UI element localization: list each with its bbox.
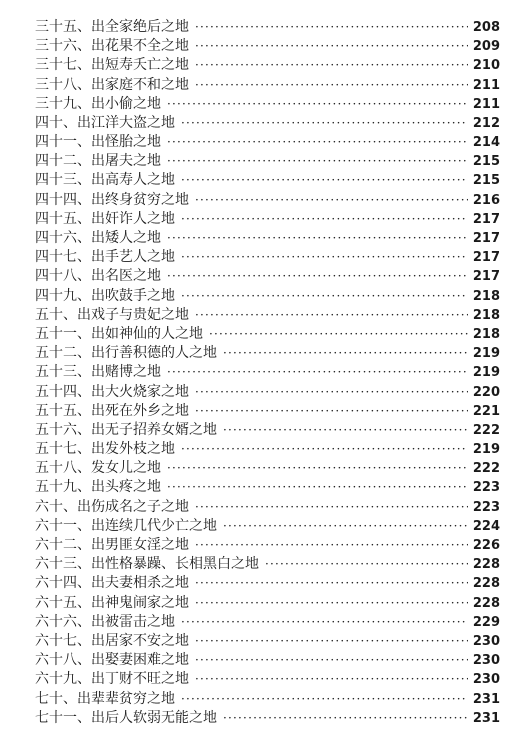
toc-entry-page: 219 [472, 442, 500, 458]
toc-entry-page: 217 [472, 231, 500, 247]
dot-leader [167, 133, 468, 152]
toc-entry-title: 五十一、出如神仙的人之地 [35, 325, 203, 342]
toc-entry-title: 三十五、出全家绝后之地 [35, 18, 189, 35]
toc-entry-title: 三十九、出小偷之地 [35, 95, 161, 112]
toc-entry-title: 五十、出戏子与贵妃之地 [35, 306, 189, 323]
toc-entry[interactable] [35, 229, 500, 248]
toc-entry[interactable] [35, 172, 500, 191]
dot-leader [181, 248, 468, 267]
toc-entry-page: 222 [472, 461, 500, 477]
toc-entry[interactable] [35, 363, 500, 382]
dot-leader [195, 37, 468, 56]
dot-leader [195, 191, 468, 210]
toc-entry-title: 五十七、出发外枝之地 [35, 441, 175, 458]
toc-entry-title: 六十八、出娶妻困难之地 [35, 652, 189, 669]
toc-entry[interactable] [35, 306, 500, 325]
toc-entry-title: 四十九、出吹鼓手之地 [35, 287, 175, 304]
toc-entry-page: 216 [472, 192, 500, 208]
toc-entry[interactable] [35, 344, 500, 363]
toc-entry[interactable] [35, 498, 500, 517]
toc-entry-title: 七十、出辈辈贫穷之地 [35, 690, 175, 707]
toc-entry-title: 五十三、出赌博之地 [35, 364, 161, 381]
toc-entry[interactable] [35, 383, 500, 402]
toc-entry-page: 219 [472, 346, 500, 362]
toc-entry-page: 230 [472, 653, 500, 669]
dot-leader [167, 95, 468, 114]
toc-entry-title: 五十四、出大火烧家之地 [35, 383, 189, 400]
toc-entry[interactable] [35, 95, 500, 114]
dot-leader [195, 306, 468, 325]
dot-leader [209, 325, 468, 344]
dot-leader [167, 363, 468, 382]
toc-entry-page: 210 [472, 58, 500, 74]
dot-leader [195, 402, 468, 421]
dot-leader [181, 690, 468, 709]
toc-entry[interactable] [35, 690, 500, 709]
toc-entry-title: 四十三、出高寿人之地 [35, 172, 175, 189]
toc-entry-title: 六十三、出性格暴躁、长相黑白之地 [35, 556, 259, 573]
dot-leader [223, 344, 468, 363]
toc-entry-page: 217 [472, 211, 500, 227]
toc-entry-title: 六十一、出连续几代少亡之地 [35, 517, 217, 534]
toc-entry-page: 218 [472, 307, 500, 323]
toc-entry[interactable] [35, 574, 500, 593]
toc-entry-page: 221 [472, 403, 500, 419]
toc-entry-page: 214 [472, 135, 500, 151]
toc-entry[interactable] [35, 18, 500, 37]
toc-entry-title: 三十七、出短寿夭亡之地 [35, 57, 189, 74]
toc-entry-page: 209 [472, 39, 500, 55]
dot-leader [181, 114, 468, 133]
toc-entry[interactable] [35, 114, 500, 133]
toc-entry-title: 四十八、出名医之地 [35, 268, 161, 285]
toc-entry-page: 220 [472, 384, 500, 400]
toc-entry[interactable] [35, 479, 500, 498]
toc-entry-page: 208 [472, 19, 500, 35]
toc-entry-page: 219 [472, 365, 500, 381]
dot-leader [195, 670, 468, 689]
dot-leader [167, 152, 468, 171]
toc-entry[interactable] [35, 709, 500, 728]
toc-entry-page: 215 [472, 173, 500, 189]
toc-entry-title: 四十四、出终身贫穷之地 [35, 191, 189, 208]
toc-entry-title: 六十七、出居家不安之地 [35, 632, 189, 649]
dot-leader [195, 498, 468, 517]
toc-entry-page: 222 [472, 422, 500, 438]
dot-leader [181, 210, 468, 229]
toc-entry[interactable] [35, 440, 500, 459]
toc-entry-page: 230 [472, 672, 500, 688]
toc-entry-page: 224 [472, 518, 500, 534]
toc-entry-title: 四十六、出矮人之地 [35, 230, 161, 247]
toc-entry-page: 217 [472, 250, 500, 266]
toc-entry-page: 215 [472, 154, 500, 170]
toc-entry[interactable] [35, 517, 500, 536]
dot-leader [223, 709, 468, 728]
toc-entry-title: 四十、出江洋大盗之地 [35, 114, 175, 131]
toc-entry-title: 四十五、出奸诈人之地 [35, 210, 175, 227]
toc-entry-page: 223 [472, 480, 500, 496]
toc-entry-title: 六十五、出神鬼闹家之地 [35, 594, 189, 611]
dot-leader [181, 172, 468, 191]
dot-leader [195, 56, 468, 75]
toc-entry-title: 六十四、出夫妻相杀之地 [35, 575, 189, 592]
dot-leader [181, 613, 468, 632]
toc-entry-title: 五十五、出死在外乡之地 [35, 402, 189, 419]
dot-leader [181, 440, 468, 459]
toc-entry-page: 226 [472, 538, 500, 554]
dot-leader [223, 517, 468, 536]
toc-entry-page: 218 [472, 288, 500, 304]
toc-entry[interactable] [35, 248, 500, 267]
toc-entry[interactable] [35, 613, 500, 632]
toc-entry-page: 228 [472, 595, 500, 611]
toc-entry-title: 五十九、出头疼之地 [35, 479, 161, 496]
dot-leader [195, 594, 468, 613]
toc-entry[interactable] [35, 632, 500, 651]
toc-entry[interactable] [35, 670, 500, 689]
toc-entry[interactable] [35, 651, 500, 670]
dot-leader [195, 574, 468, 593]
table-of-contents [35, 18, 500, 728]
toc-entry-title: 六十六、出被雷击之地 [35, 613, 175, 630]
toc-entry-title: 六十、出伤成名之子之地 [35, 498, 189, 515]
toc-entry-title: 五十六、出无子招养女婿之地 [35, 421, 217, 438]
toc-entry[interactable] [35, 152, 500, 171]
toc-entry[interactable] [35, 37, 500, 56]
toc-entry[interactable] [35, 56, 500, 75]
toc-entry-page: 231 [472, 691, 500, 707]
toc-entry-title: 三十六、出花果不全之地 [35, 38, 189, 55]
toc-entry-title: 四十一、出怪胎之地 [35, 134, 161, 151]
dot-leader [195, 383, 468, 402]
toc-entry[interactable] [35, 325, 500, 344]
toc-entry-page: 228 [472, 576, 500, 592]
dot-leader [167, 479, 468, 498]
toc-entry[interactable] [35, 210, 500, 229]
toc-entry-page: 231 [472, 710, 500, 726]
dot-leader [195, 651, 468, 670]
toc-entry-page: 218 [472, 326, 500, 342]
toc-entry[interactable] [35, 133, 500, 152]
dot-leader [167, 267, 468, 286]
toc-entry-page: 223 [472, 499, 500, 515]
dot-leader [195, 76, 468, 95]
toc-entry-page: 211 [472, 96, 500, 112]
toc-entry[interactable] [35, 459, 500, 478]
toc-entry[interactable] [35, 287, 500, 306]
toc-entry-page: 230 [472, 633, 500, 649]
toc-entry-title: 六十二、出男匪女淫之地 [35, 537, 189, 554]
dot-leader [195, 18, 468, 37]
toc-entry-title: 五十八、发女儿之地 [35, 460, 161, 477]
dot-leader [195, 536, 468, 555]
toc-entry[interactable] [35, 555, 500, 574]
toc-entry-page: 229 [472, 614, 500, 630]
toc-entry-title: 五十二、出行善积德的人之地 [35, 345, 217, 362]
dot-leader [223, 421, 468, 440]
toc-entry[interactable] [35, 402, 500, 421]
dot-leader [181, 287, 468, 306]
dot-leader [195, 632, 468, 651]
dot-leader [167, 459, 468, 478]
toc-entry-title: 三十八、出家庭不和之地 [35, 76, 189, 93]
toc-entry-page: 212 [472, 115, 500, 131]
toc-entry-title: 七十一、出后人软弱无能之地 [35, 709, 217, 726]
dot-leader [167, 229, 468, 248]
dot-leader [265, 555, 468, 574]
toc-entry[interactable] [35, 594, 500, 613]
toc-entry-page: 211 [472, 77, 500, 93]
toc-entry[interactable] [35, 421, 500, 440]
toc-entry-title: 四十七、出手艺人之地 [35, 249, 175, 266]
toc-entry[interactable] [35, 267, 500, 286]
toc-entry[interactable] [35, 191, 500, 210]
toc-entry-page: 217 [472, 269, 500, 285]
toc-entry-title: 四十二、出屠夫之地 [35, 153, 161, 170]
toc-entry-page: 228 [472, 557, 500, 573]
toc-entry-title: 六十九、出丁财不旺之地 [35, 671, 189, 688]
toc-entry[interactable] [35, 536, 500, 555]
toc-entry[interactable] [35, 76, 500, 95]
